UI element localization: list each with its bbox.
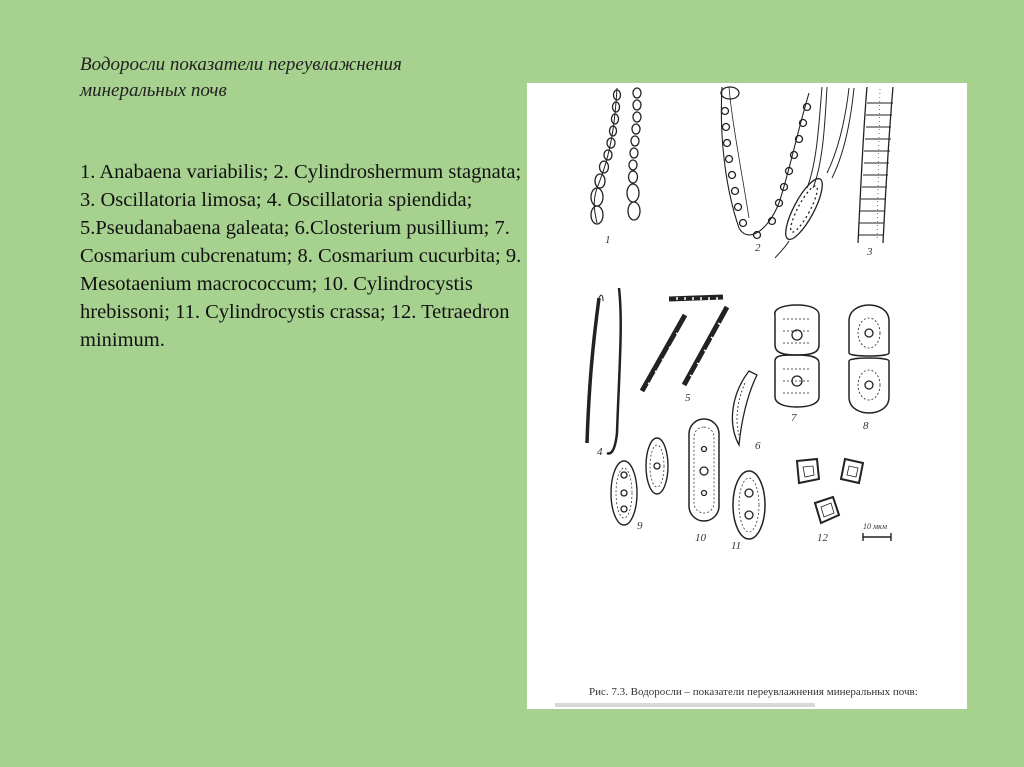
- figure-label-2: 2: [755, 242, 761, 254]
- figure-label-1: 1: [605, 234, 611, 246]
- heading-line-2: минеральных почв: [80, 80, 227, 101]
- drawing-cylindrospermum: [721, 87, 854, 258]
- figure-label-10: 10: [695, 532, 706, 544]
- drawing-mesotaenium: [611, 438, 668, 525]
- figure-label-5: 5: [685, 392, 691, 404]
- figure-label-6: 6: [755, 440, 761, 452]
- figure-label-7: 7: [791, 412, 797, 424]
- drawing-oscillatoria-limosa: [858, 87, 893, 243]
- figure-caption: Рис. 7.3. Водоросли – показатели переувлажнения минеральных почв:: [589, 686, 918, 698]
- figure-label-8: 8: [863, 420, 869, 432]
- drawing-tetraedron: [797, 459, 863, 523]
- species-list: 1. Anabaena variabilis; 2. Cylindroshermum stagnata; 3. Oscillatoria limosa; 4. Oscillatoria spiendida; 5.Pseudanabaena galeata; 6.Closterium pusillium; 7. Cosmarium cubcrenatum; 8. Cosmarium cucurbita; 9. Mesotaenium macrococcum; 10. Cylindrocystis hrebissoni; 11. Cylindrocystis crassa; 12. Tetraedron minimum.: [80, 161, 522, 351]
- scale-label: 10 мкм: [863, 522, 887, 531]
- figure-label-3: 3: [867, 246, 873, 258]
- drawing-cylindrocystis-crassa: [733, 471, 765, 539]
- scale-bar: [863, 533, 891, 541]
- drawing-oscillatoria-splendida: [587, 288, 621, 453]
- drawing-pseudanabaena: [642, 297, 727, 391]
- figure-label-11: 11: [731, 540, 742, 552]
- drawing-closterium: [732, 371, 757, 445]
- figure-label-12: 12: [817, 532, 828, 544]
- slide-heading: [80, 52, 530, 104]
- drawing-cosmarium-cucurbita: [849, 305, 889, 413]
- drawing-cosmarium-subcrenatum: [775, 305, 819, 407]
- algae-figure: [527, 83, 967, 709]
- drawing-cylindrocystis-brebissonii: [689, 419, 719, 521]
- drawing-anabaena: [591, 88, 641, 224]
- figure-label-4: 4: [597, 446, 603, 458]
- caption-continuation: [555, 703, 815, 707]
- figure-label-9: 9: [637, 520, 643, 532]
- heading-line-1: Водоросли показатели переувлажнения: [80, 54, 402, 75]
- algae-drawings: [527, 83, 967, 709]
